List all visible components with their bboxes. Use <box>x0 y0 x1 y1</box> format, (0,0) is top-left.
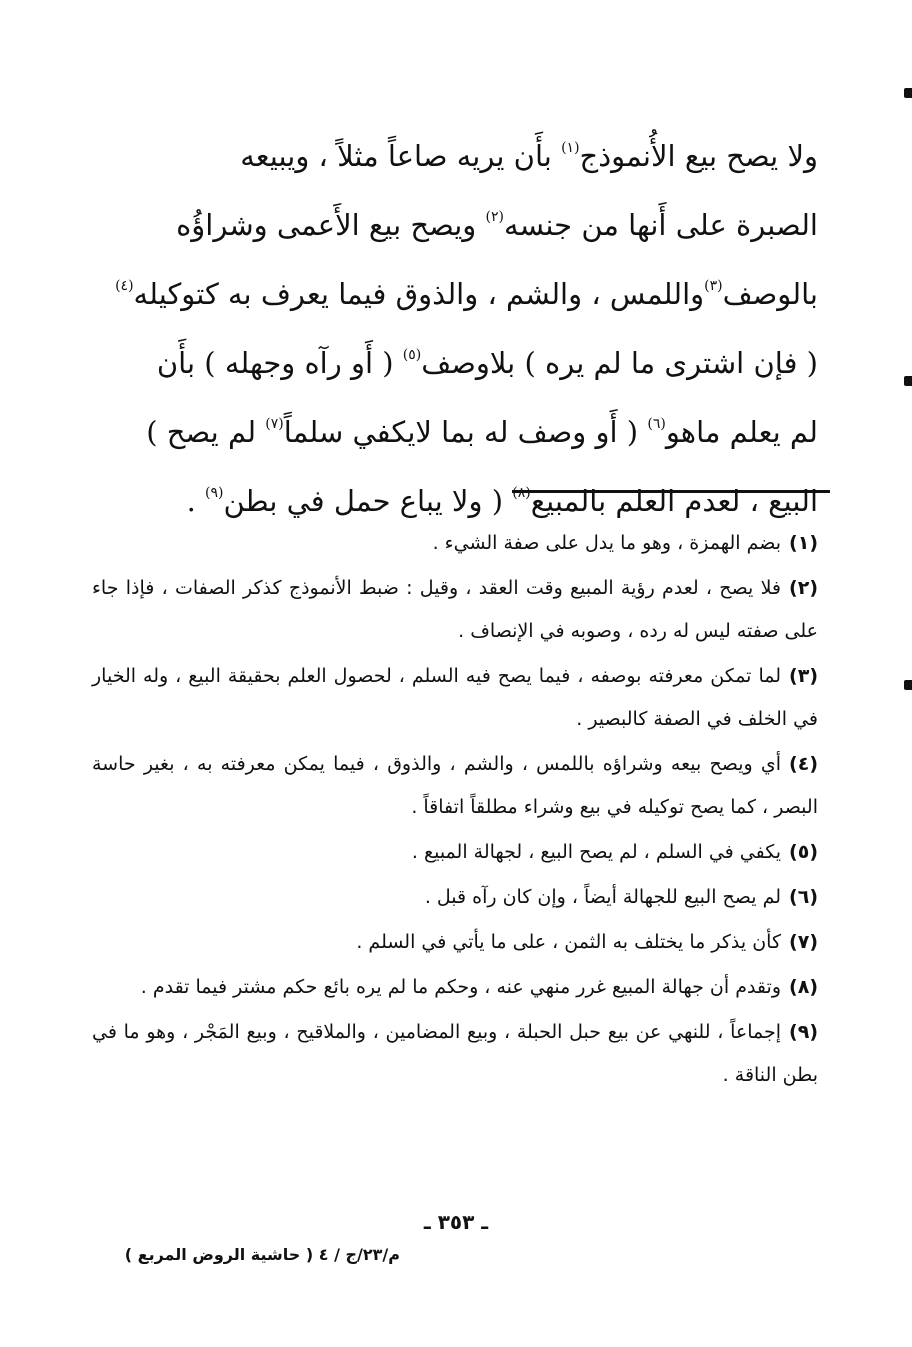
footnote-text: لما تمكن معرفته بوصفه ، فيما يصح فيه السلم ، لحصول العلم بحقيقة البيع ، وله الخيار في الخلف في الصفة كالبصير . <box>92 665 818 730</box>
footnote-text: إجماعاً ، للنهي عن بيع حبل الحبلة ، وبيع المضامين ، والملاقيح ، وبيع المَجْر ، وهو ما في بطن الناقة . <box>92 1021 818 1086</box>
footnote-text: يكفي في السلم ، لم يصح البيع ، لجهالة المبيع . <box>411 841 782 863</box>
footnote-number: (٣) <box>789 665 818 687</box>
footnote-7 <box>92 921 818 964</box>
footnote-number: (٢) <box>789 577 818 599</box>
footnote-text: وتقدم أن جهالة المبيع غرر منهي عنه ، وحكم ما لم يره بائع حكم مشتر فيما تقدم . <box>140 976 782 998</box>
footnote-ref[interactable]: (٤) <box>115 278 134 294</box>
text-segment: ( أَو وصف له بما لايكفي سلماً <box>283 415 648 449</box>
footnote-number: (٩) <box>789 1021 818 1043</box>
footnote-ref[interactable]: (٣) <box>704 278 723 294</box>
text-segment: واللمس ، والشم ، والذوق فيما يعرف به كتوكيله <box>133 277 705 311</box>
footnote-text: لم يصح البيع للجهالة أيضاً ، وإن كان رآه قبل . <box>424 886 782 908</box>
footnote-1 <box>92 522 818 565</box>
main-text <box>92 118 818 532</box>
footnote-4 <box>92 743 818 829</box>
footnote-6 <box>92 876 818 919</box>
text-segment: بأَن يريه صاعاً مثلاً ، ويبيعه <box>240 139 562 173</box>
footnote-number: (١) <box>789 532 818 554</box>
footnote-number: (٨) <box>789 976 818 998</box>
footnote-number: (٤) <box>789 753 818 775</box>
footnote-text: بضم الهمزة ، وهو ما يدل على صفة الشيء . <box>432 532 782 554</box>
text-segment: . <box>186 484 205 518</box>
text-segment: لم يصح ) <box>146 415 266 449</box>
text-segment: بالوصف <box>722 277 818 311</box>
footnote-3 <box>92 655 818 741</box>
main-text-line <box>92 187 818 256</box>
footnote-ref[interactable]: (١) <box>561 140 580 156</box>
text-segment: ( أَو رآه وجهله ) بأَن <box>156 346 403 380</box>
main-text-line <box>92 118 818 187</box>
footnote-ref[interactable]: (٢) <box>485 209 505 225</box>
footnote-divider <box>512 490 830 493</box>
footnote-5 <box>92 831 818 874</box>
footnote-text: كأن يذكر ما يختلف به الثمن ، على ما يأتي في السلم . <box>356 931 782 953</box>
footnote-number: (٥) <box>789 841 818 863</box>
main-text-line <box>92 256 818 325</box>
footnote-2 <box>92 567 818 653</box>
footnotes <box>92 522 818 1099</box>
text-segment: ويصح بيع الأَعمى وشراؤُه <box>176 208 486 242</box>
footnote-ref[interactable]: (٧) <box>265 416 284 432</box>
footnote-9 <box>92 1011 818 1097</box>
footnote-text: فلا يصح ، لعدم رؤية المبيع وقت العقد ، وقيل : ضبط الأنموذج كذكر الصفات ، فإذا جاء على صفته ليس له رده ، وصوبه في الإنصاف . <box>92 577 818 642</box>
footnote-number: (٦) <box>789 886 818 908</box>
text-segment: الصبرة على أَنها من جنسه <box>504 208 818 242</box>
footnote-ref[interactable]: (٩) <box>205 485 224 501</box>
text-segment: ( ولا يباع حمل في بطن <box>223 484 513 518</box>
text-segment: ولا يصح بيع الأُنموذج <box>579 139 818 173</box>
text-segment: لم يعلم ماهو <box>665 415 818 449</box>
footnote-8 <box>92 966 818 1009</box>
page-number: ـ ٣٥٣ ـ <box>423 1210 489 1234</box>
running-footer: م/٢٣/ج / ٤ ( حاشية الروض المربع ) <box>124 1245 400 1264</box>
footnote-number: (٧) <box>789 931 818 953</box>
text-segment: البيع ، لعدم العلم بالمبيع <box>530 484 818 518</box>
footnote-ref[interactable]: (٦) <box>647 416 666 432</box>
scan-edge-mark <box>904 88 912 98</box>
main-text-line <box>92 325 818 394</box>
footnote-ref[interactable]: (٥) <box>402 347 422 363</box>
main-text-line <box>92 394 818 463</box>
scan-edge-mark <box>904 680 912 690</box>
scan-edge-mark <box>904 376 912 386</box>
text-segment: ( فإن اشترى ما لم يره ) بلاوصف <box>421 346 818 380</box>
footnote-ref[interactable]: (٨) <box>512 485 531 501</box>
footnote-text: أي ويصح بيعه وشراؤه باللمس ، والشم ، والذوق ، فيما يمكن معرفته به ، بغير حاسة البصر ، كما يصح توكيله في بيع وشراء مطلقاً اتفاقاً . <box>92 753 818 818</box>
main-text-block <box>92 118 818 532</box>
